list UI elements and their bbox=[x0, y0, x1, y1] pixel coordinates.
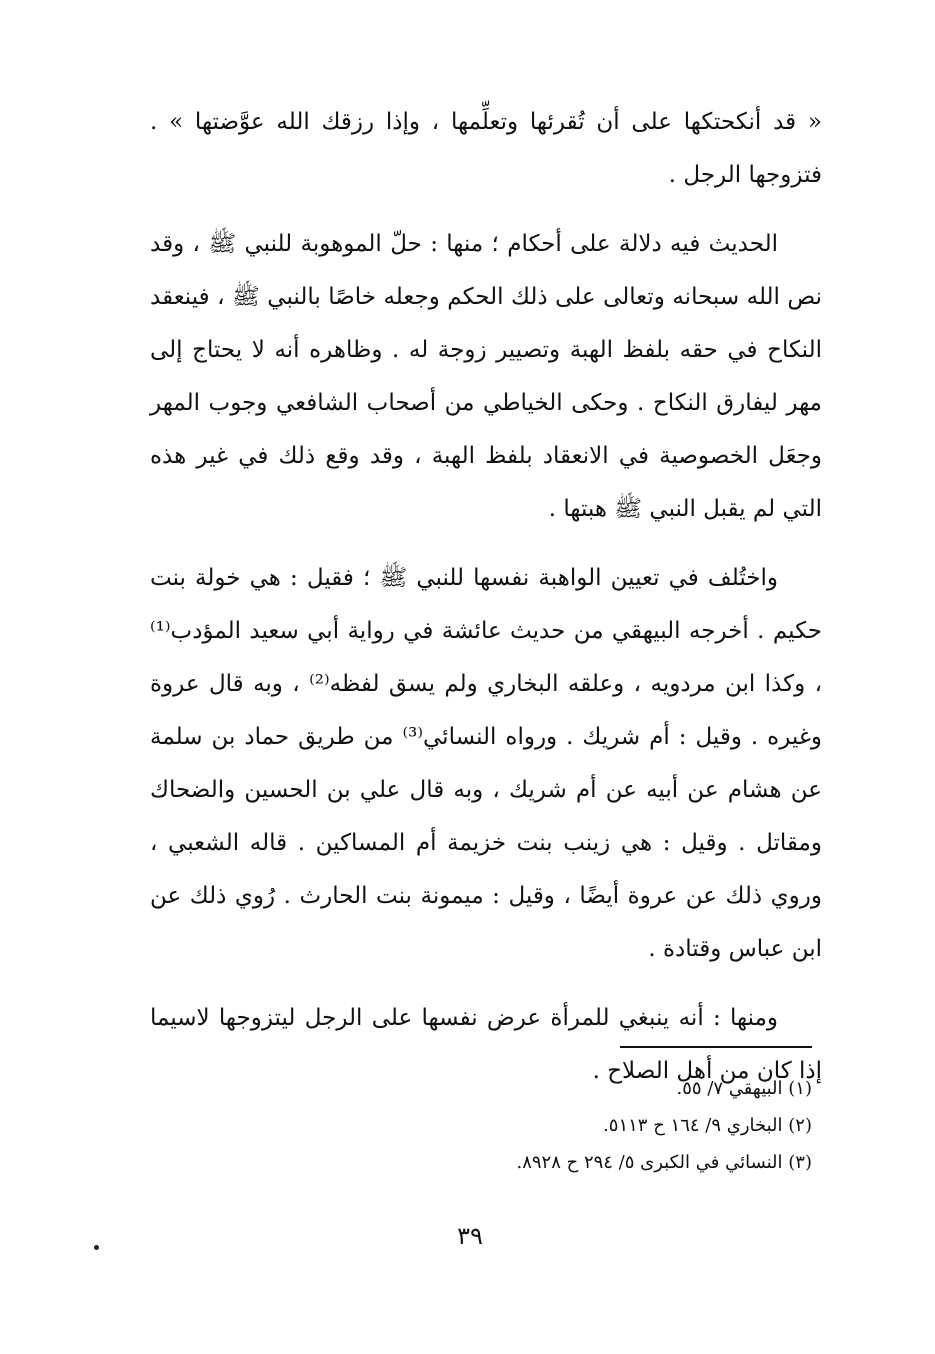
paragraph-2: الحديث فيه دلالة على أحكام ؛ منها : حلّ الموهوبة للنبي ﷺ ، وقد نص الله سبحانه وتعالى على ذلك الحكم وجعله خاصًا بالنبي ﷺ ، فينعقد النكاح في حقه بلفظ الهبة وتصيير زوجة له . وظاهره أنه لا يحتاج إلى مهر ليفارق النكاح . وحكى الخياطي من أصحاب الشافعي وجوب المهر وجعَل الخصوصية في الانعقاد بلفظ الهبة ، وقد وقع ذلك في غير هذه التي لم يقبل النبي ﷺ هبتها . bbox=[150, 231, 822, 522]
scan-speck bbox=[94, 1245, 99, 1250]
paragraph-4: ومنها : أنه ينبغي للمرأة عرض نفسها على الرجل ليتزوجها لاسيما إذا كان من أهل الصلاح . bbox=[150, 1005, 822, 1084]
paragraph-1: « قد أنكحتكها على أن تُقرئها وتعلِّمها ، وإذا رزقك الله عوَّضتها » . فتزوجها الرجل . bbox=[150, 109, 822, 188]
page-number: ٣٩ bbox=[457, 1222, 483, 1250]
main-text bbox=[150, 96, 822, 1098]
footnote-2: (٢) البخاري ٩/ ١٦٤ ح ٥١١٣. bbox=[603, 1115, 812, 1136]
footnote-divider bbox=[620, 1046, 812, 1048]
paragraph-3: واختُلف في تعيين الواهبة نفسها للنبي ﷺ ؛ فقيل : هي خولة بنت حكيم . أخرجه البيهقي من حديث عائشة في رواية أبي سعيد المؤدب⁽¹⁾ ، وكذا ابن مردويه ، وعلقه البخاري ولم يسق لفظه⁽²⁾ ، وبه قال عروة وغيره . وقيل : أم شريك . ورواه النسائي⁽³⁾ من طريق حماد بن سلمة عن هشام عن أبيه عن أم شريك ، وبه قال علي بن الحسين والضحاك ومقاتل . وقيل : هي زينب بنت خزيمة أم المساكين . قاله الشعبي ، وروي ذلك عن عروة أيضًا ، وقيل : ميمونة بنت الحارث . رُوي ذلك عن ابن عباس وقتادة . bbox=[150, 565, 822, 962]
footnotes bbox=[350, 1070, 812, 1181]
footnote-3: (٣) النسائي في الكبرى ٥/ ٢٩٤ ح ٨٩٢٨. bbox=[516, 1152, 812, 1173]
footnote-1: (١) البيهقي ٧/ ٥٥. bbox=[676, 1078, 812, 1099]
